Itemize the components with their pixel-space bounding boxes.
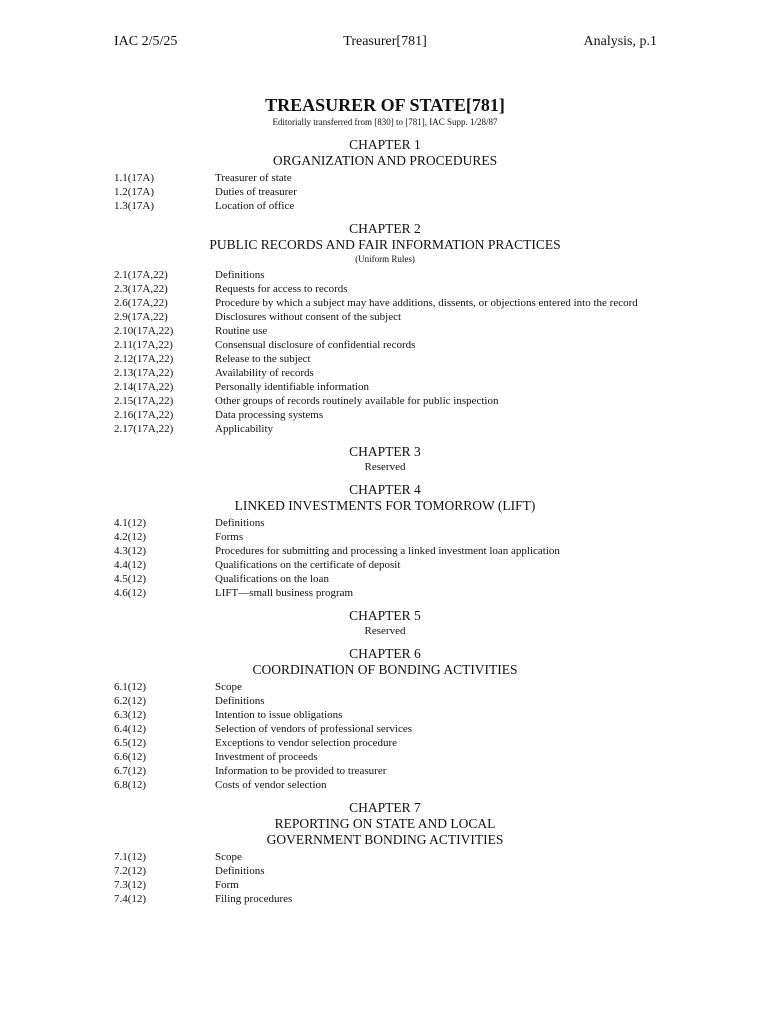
rule-row	[0, 530, 770, 544]
rule-number: 2.13(17A,22)	[114, 367, 174, 379]
rule-row	[0, 586, 770, 600]
chapter-title: REPORTING ON STATE AND LOCAL	[274, 816, 496, 831]
rule-number: 2.1(17A,22)	[114, 269, 168, 281]
rules-list	[0, 268, 770, 436]
rule-title: Location of office	[215, 200, 295, 212]
rule-number: 2.12(17A,22)	[114, 353, 174, 365]
rule-row	[0, 171, 770, 185]
rule-row	[0, 352, 770, 366]
rules-list	[0, 680, 770, 792]
rule-title: LIFT—small business program	[215, 587, 354, 599]
rule-row	[0, 892, 770, 906]
rule-number: 6.6(12)	[114, 751, 147, 763]
rule-row	[0, 544, 770, 558]
rule-number: 4.6(12)	[114, 587, 147, 599]
rule-title: Procedure by which a subject may have additions, dissents, or objections entered into the record	[215, 297, 638, 309]
rule-title: Scope	[215, 851, 242, 863]
rules-list	[0, 171, 770, 213]
rule-number: 6.3(12)	[114, 709, 147, 721]
page-subtitle: Editorially transferred from [830] to [781], IAC Supp. 1/28/87	[272, 117, 498, 127]
chapter-number: CHAPTER 4	[349, 482, 421, 497]
rule-row	[0, 296, 770, 310]
chapter-note: (Uniform Rules)	[355, 254, 415, 264]
rule-row	[0, 516, 770, 530]
rule-title: Form	[215, 879, 239, 891]
rule-number: 2.3(17A,22)	[114, 283, 168, 295]
rule-title: Forms	[215, 531, 244, 543]
chapter-title: PUBLIC RECORDS AND FAIR INFORMATION PRACTICES	[209, 237, 561, 252]
rule-row	[0, 422, 770, 436]
rule-number: 4.1(12)	[114, 517, 147, 529]
chapters-list	[0, 137, 770, 914]
rule-title: Duties of treasurer	[215, 186, 297, 198]
rule-row	[0, 268, 770, 282]
rule-row	[0, 185, 770, 199]
rule-number: 6.1(12)	[114, 681, 147, 693]
chapter-section	[0, 444, 770, 474]
rule-row	[0, 778, 770, 792]
rule-row	[0, 366, 770, 380]
rule-row	[0, 394, 770, 408]
rule-title: Selection of vendors of professional services	[215, 723, 413, 735]
rule-number: 2.17(17A,22)	[114, 423, 174, 435]
rule-title: Requests for access to records	[215, 283, 348, 295]
rule-row	[0, 408, 770, 422]
rule-number: 7.1(12)	[114, 851, 147, 863]
rule-title: Disclosures without consent of the subject	[215, 311, 402, 323]
rule-title: Scope	[215, 681, 242, 693]
page-title: TREASURER OF STATE[781]	[265, 95, 505, 115]
rule-row	[0, 864, 770, 878]
rule-row	[0, 708, 770, 722]
chapter-section	[0, 137, 770, 213]
rule-title: Routine use	[215, 325, 268, 337]
rule-number: 4.5(12)	[114, 573, 147, 585]
rule-title: Definitions	[215, 269, 265, 281]
rule-title: Procedures for submitting and processing a linked investment loan application	[215, 545, 560, 557]
rule-number: 1.3(17A)	[114, 200, 155, 212]
rule-number: 2.14(17A,22)	[114, 381, 174, 393]
rule-title: Definitions	[215, 865, 265, 877]
rule-title: Consensual disclosure of confidential records	[215, 339, 416, 351]
rule-title: Availability of records	[215, 367, 314, 379]
rule-number: 2.16(17A,22)	[114, 409, 174, 421]
rule-number: 6.5(12)	[114, 737, 147, 749]
rule-title: Personally identifiable information	[215, 381, 369, 393]
rule-number: 2.9(17A,22)	[114, 311, 168, 323]
chapter-number: CHAPTER 3	[349, 444, 421, 459]
rule-number: 2.6(17A,22)	[114, 297, 168, 309]
chapter-number: CHAPTER 6	[349, 646, 421, 661]
chapter-section	[0, 800, 770, 906]
rule-row	[0, 558, 770, 572]
rule-number: 2.10(17A,22)	[114, 325, 174, 337]
rule-title: Costs of vendor selection	[215, 779, 327, 791]
rule-title: Intention to issue obligations	[215, 709, 343, 721]
chapter-section	[0, 482, 770, 600]
rule-row	[0, 380, 770, 394]
chapter-title: LINKED INVESTMENTS FOR TOMORROW (LIFT)	[234, 498, 536, 513]
chapter-number: CHAPTER 7	[349, 800, 421, 815]
chapter-reserved: Reserved	[364, 625, 406, 637]
header-left: IAC 2/5/25	[114, 34, 178, 49]
rule-row	[0, 850, 770, 864]
rule-number: 1.1(17A)	[114, 172, 155, 184]
rule-row	[0, 572, 770, 586]
chapter-reserved: Reserved	[364, 461, 406, 473]
rule-number: 7.4(12)	[114, 893, 147, 905]
rule-row	[0, 694, 770, 708]
rule-title: Qualifications on the loan	[215, 573, 329, 585]
rule-number: 6.4(12)	[114, 723, 147, 735]
rule-row	[0, 282, 770, 296]
chapter-section	[0, 608, 770, 638]
chapter-title: COORDINATION OF BONDING ACTIVITIES	[252, 662, 518, 677]
rule-row	[0, 736, 770, 750]
rule-number: 1.2(17A)	[114, 186, 155, 198]
rule-title: Data processing systems	[215, 409, 324, 421]
chapter-number: CHAPTER 1	[349, 137, 421, 152]
chapter-section	[0, 646, 770, 792]
header-right: Analysis, p.1	[583, 34, 657, 49]
rule-number: 2.11(17A,22)	[114, 339, 173, 351]
rule-title: Qualifications on the certificate of deposit	[215, 559, 401, 571]
rule-title: Definitions	[215, 517, 265, 529]
rule-row	[0, 764, 770, 778]
rule-row	[0, 310, 770, 324]
rule-row	[0, 324, 770, 338]
rule-title: Exceptions to vendor selection procedure	[215, 737, 398, 749]
rule-title: Filing procedures	[215, 893, 293, 905]
rule-number: 2.15(17A,22)	[114, 395, 174, 407]
rules-list	[0, 516, 770, 600]
rule-title: Other groups of records routinely available for public inspection	[215, 395, 499, 407]
rule-row	[0, 338, 770, 352]
rules-list	[0, 850, 770, 906]
rule-row	[0, 680, 770, 694]
rule-number: 4.3(12)	[114, 545, 147, 557]
rule-title: Applicability	[215, 423, 274, 435]
header-center: Treasurer[781]	[343, 34, 427, 49]
chapter-title: GOVERNMENT BONDING ACTIVITIES	[266, 832, 504, 847]
rule-row	[0, 722, 770, 736]
rule-title: Treasurer of state	[215, 172, 292, 184]
rule-title: Investment of proceeds	[215, 751, 318, 763]
rule-title: Definitions	[215, 695, 265, 707]
rule-number: 6.2(12)	[114, 695, 147, 707]
rule-number: 4.4(12)	[114, 559, 147, 571]
rule-number: 7.3(12)	[114, 879, 147, 891]
rule-row	[0, 878, 770, 892]
rule-number: 6.8(12)	[114, 779, 147, 791]
rule-title: Release to the subject	[215, 353, 311, 365]
chapter-number: CHAPTER 5	[349, 608, 421, 623]
chapter-title: ORGANIZATION AND PROCEDURES	[272, 153, 498, 168]
rule-title: Information to be provided to treasurer	[215, 765, 387, 777]
chapter-number: CHAPTER 2	[349, 221, 421, 236]
rule-number: 6.7(12)	[114, 765, 147, 777]
chapter-section	[0, 221, 770, 436]
rule-row	[0, 199, 770, 213]
rule-row	[0, 750, 770, 764]
rule-number: 4.2(12)	[114, 531, 147, 543]
rule-number: 7.2(12)	[114, 865, 147, 877]
